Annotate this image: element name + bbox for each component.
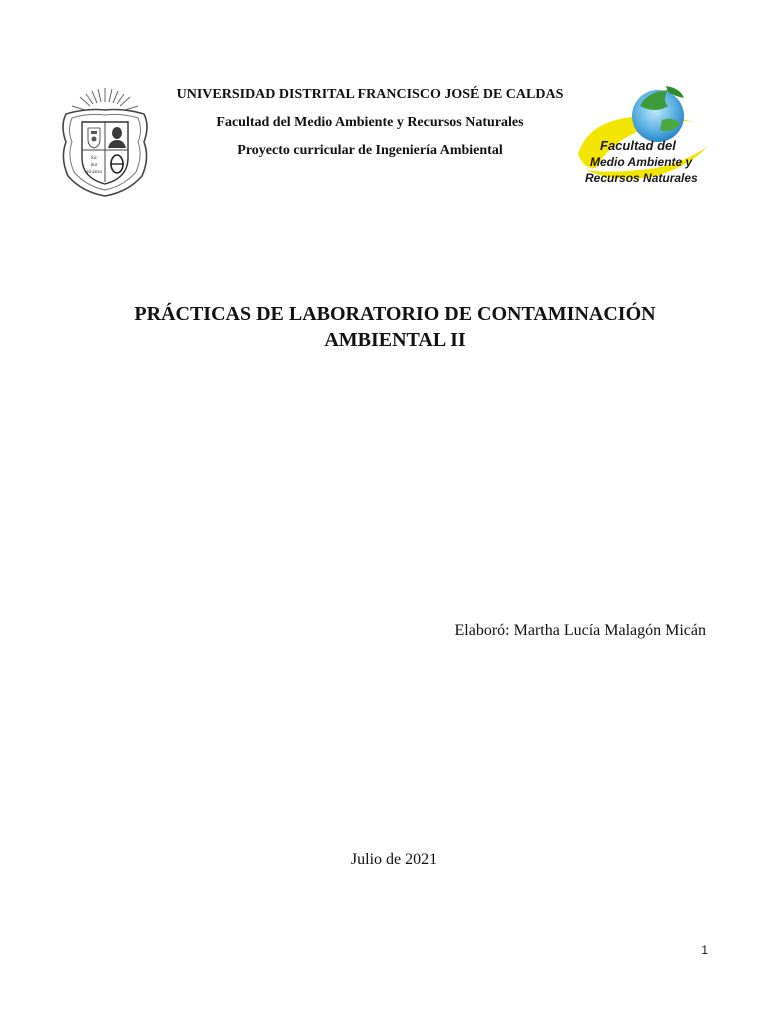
- document-date: Julio de 2021: [350, 851, 438, 868]
- document-title-line2: AMBIENTAL II: [324, 329, 466, 351]
- program-name: Proyecto curricular de Ingeniería Ambiental: [237, 143, 503, 158]
- crest-motto-3: ad astra: [86, 170, 102, 175]
- faculty-logo-line2: Medio Ambiente y: [590, 155, 693, 169]
- crest-motto-1: Sic: [90, 156, 98, 161]
- document-header: [140, 86, 600, 170]
- document-title-line1: PRÁCTICAS DE LABORATORIO DE CONTAMINACIÓN: [134, 303, 656, 325]
- faculty-logo-icon: [576, 84, 716, 190]
- document-title: [80, 301, 710, 353]
- author-credit: Elaboró: Martha Lucía Malagón Micán: [454, 622, 706, 639]
- faculty-logo-line1: Facultad del: [600, 138, 676, 153]
- page-number: 1: [701, 943, 708, 957]
- faculty-logo-line3: Recursos Naturales: [585, 171, 698, 185]
- university-name: UNIVERSIDAD DISTRITAL FRANCISCO JOSÉ DE CALDAS: [176, 87, 564, 102]
- faculty-name: Facultad del Medio Ambiente y Recursos Naturales: [216, 115, 524, 130]
- crest-motto-2: itur: [90, 163, 98, 168]
